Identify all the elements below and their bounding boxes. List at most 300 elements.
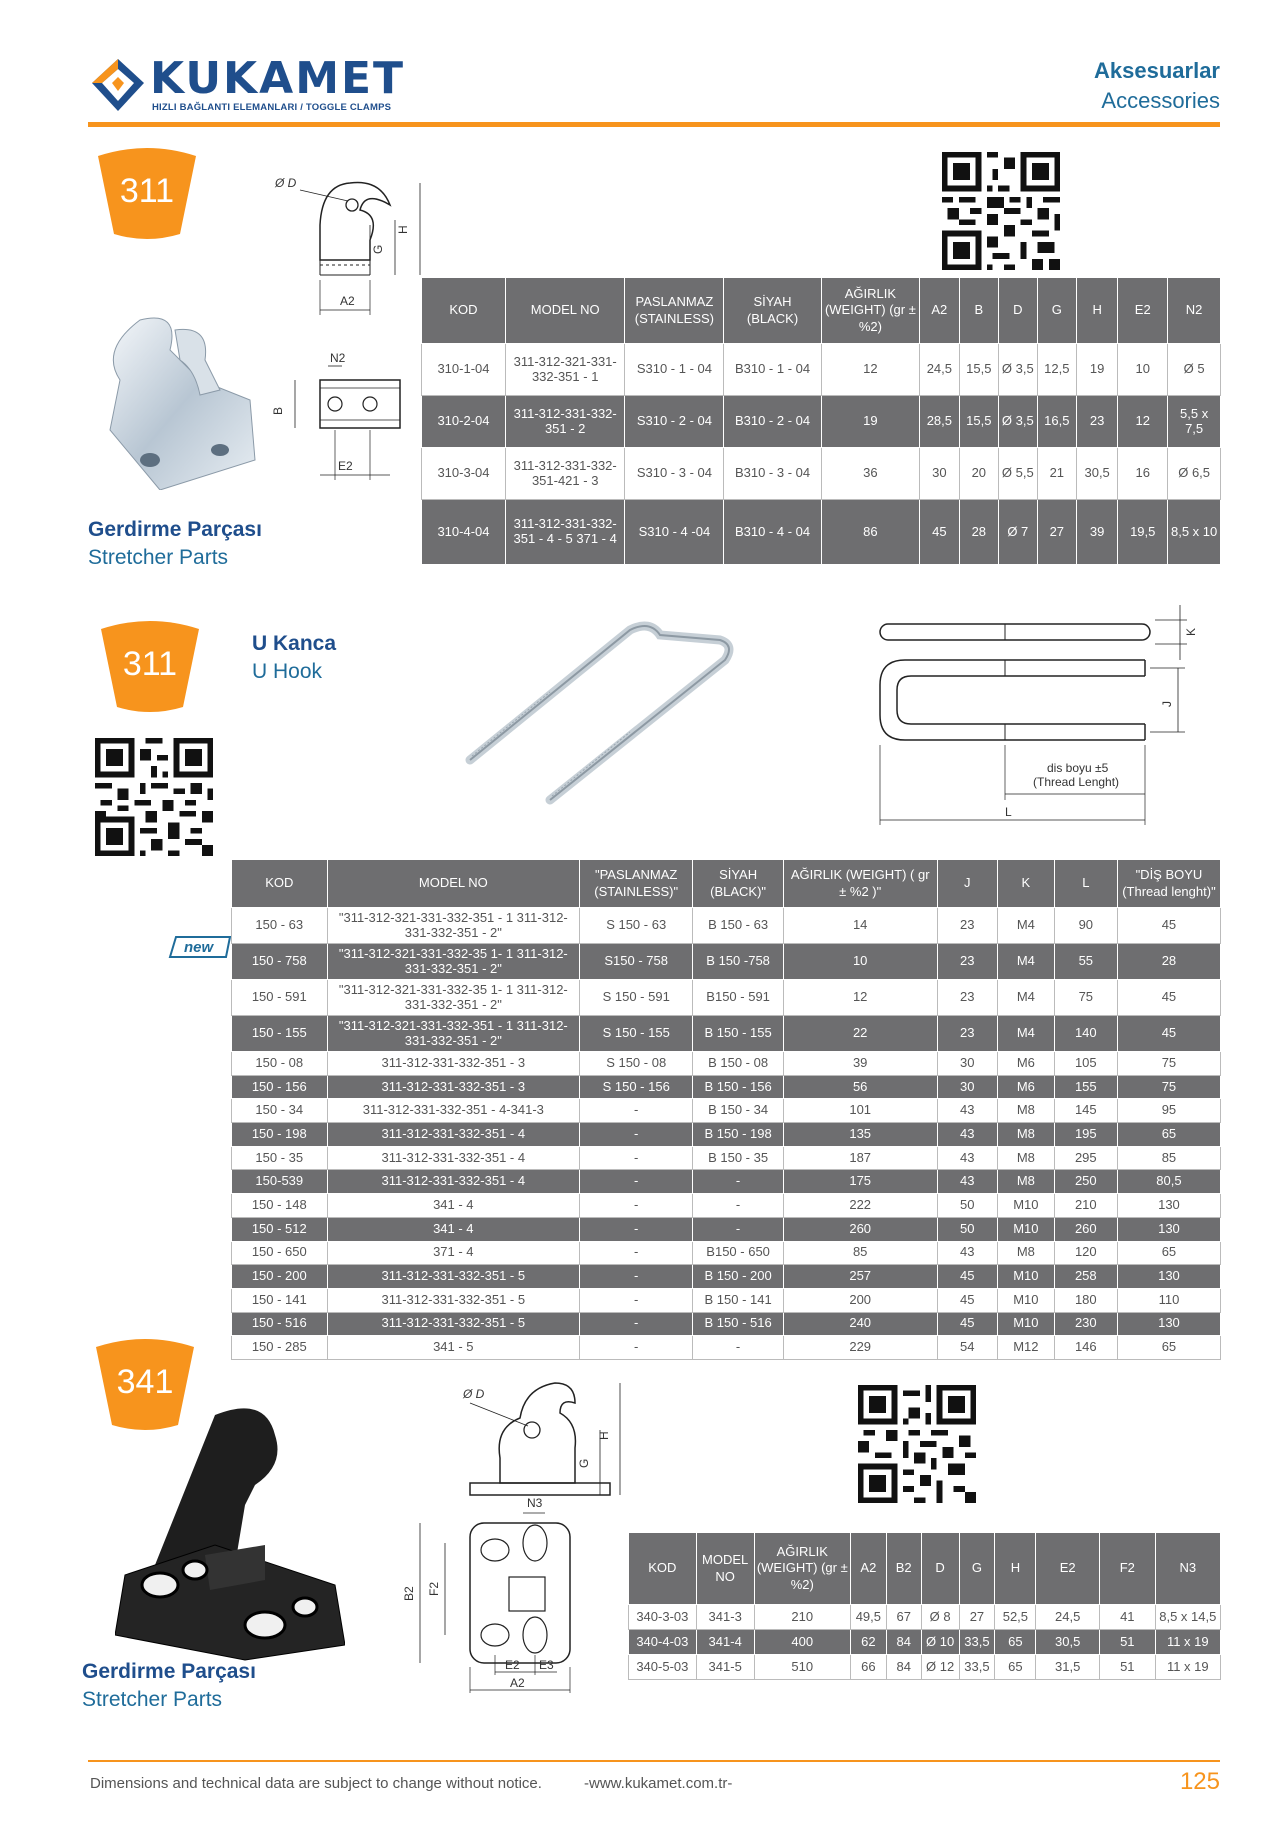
table-cell: 84 [886,1630,921,1655]
table-cell: 150 - 758 [232,944,328,980]
table-cell: Ø 5 [1168,344,1221,396]
table-row [422,344,1221,396]
table-cell: 45 [920,500,959,565]
table-cell: B310 - 1 - 04 [724,344,821,396]
column-header: MODEL NO [505,278,624,344]
table-row [232,944,1221,980]
table-cell: 28 [959,500,998,565]
table-cell: 86 [821,500,919,565]
table-cell: 310-4-04 [422,500,506,565]
brand-subtitle: HIZLI BAĞLANTI ELEMANLARI / TOGGLE CLAMPS [152,102,392,113]
table-cell: 95 [1117,1099,1220,1123]
table-cell: 51 [1100,1630,1156,1655]
table-cell: 27 [959,1605,995,1630]
logo [88,53,406,115]
table-cell: 27 [1037,500,1076,565]
table-cell: 150 - 63 [232,908,328,944]
table-cell: M10 [998,1265,1055,1289]
table-cell: 54 [937,1336,997,1360]
table-cell: M8 [998,1241,1055,1265]
column-header: D [921,1533,959,1605]
table-cell: S310 - 2 - 04 [625,396,724,448]
badge-label: 311 [119,172,175,210]
column-header: B2 [886,1533,921,1605]
table-cell: 45 [937,1312,997,1336]
table-cell: 311-312-331-332-351 - 4-341-3 [327,1099,579,1123]
table-cell: 310-3-04 [422,448,506,500]
table-cell: - [580,1194,693,1218]
stretcher-top-drawing [260,350,420,510]
table-cell: 11 x 19 [1155,1655,1220,1680]
table-cell: 311-312-331-332-351 - 4 [327,1123,579,1147]
column-header: E2 [1036,1533,1100,1605]
table-cell: 30,5 [1077,448,1118,500]
dim-b: B [271,406,285,415]
dim-a2: A2 [340,294,355,308]
section1-title-en: Stretcher Parts [88,546,229,569]
table-cell: 195 [1054,1123,1117,1147]
table-cell: 84 [886,1655,921,1680]
table-row [232,1052,1221,1076]
column-header: AĞIRLIK (WEIGHT) ( gr ± %2 )" [783,860,937,908]
column-header: K [998,860,1055,908]
table-cell: 16,5 [1037,396,1076,448]
table-cell: 65 [1117,1123,1220,1147]
table-cell: 229 [783,1336,937,1360]
table-cell: 150 - 198 [232,1123,328,1147]
header-divider [88,122,1220,127]
table-row [232,1265,1221,1289]
table-cell: 31,5 [1036,1655,1100,1680]
table-cell: 150-539 [232,1170,328,1194]
table-cell: 14 [783,908,937,944]
table-cell: 311-312-331-332-351 - 5 [327,1265,579,1289]
table-cell: B 150 - 08 [693,1052,784,1076]
table-header-row [629,1533,1221,1605]
table-cell: 19 [821,396,919,448]
table-cell: "311-312-321-331-332-351 - 1 311-312-331-332-351 - 2" [327,1016,579,1052]
qr-code-icon [95,738,213,856]
table-cell: Ø 5,5 [999,448,1038,500]
column-header: D [999,278,1038,344]
table-cell: 8,5 x 14,5 [1155,1605,1220,1630]
table-cell: 260 [1054,1217,1117,1241]
table-row [232,1194,1221,1218]
table-cell: M4 [998,980,1055,1016]
table-cell: - [693,1217,784,1241]
table-cell: M8 [998,1099,1055,1123]
table-cell: M8 [998,1146,1055,1170]
dim-e2: E2 [505,1658,520,1672]
table-cell: 311-312-331-332-351 - 5 [327,1312,579,1336]
table-cell: 310-1-04 [422,344,506,396]
column-header: A2 [850,1533,886,1605]
table-cell: 311-312-321-331-332-351 - 1 [505,344,624,396]
section3-title-tr: Gerdirme Parçası [82,1660,256,1683]
table-cell: "311-312-321-331-332-35 1- 1 311-312-331-332-351 - 2" [327,944,579,980]
table-cell: S310 - 4 -04 [625,500,724,565]
table-cell: 341-3 [696,1605,754,1630]
column-header: G [959,1533,995,1605]
table-cell: S310 - 3 - 04 [625,448,724,500]
table-cell: B150 - 650 [693,1241,784,1265]
column-header: AĞIRLIK (WEIGHT) (gr ±%2) [754,1533,850,1605]
table-row [232,1123,1221,1147]
dim-n2: N2 [330,351,346,365]
table-cell: 340-3-03 [629,1605,697,1630]
table-cell: B150 - 591 [693,980,784,1016]
table-cell: - [580,1241,693,1265]
table-cell: 341-4 [696,1630,754,1655]
table-cell: 5,5 x 7,5 [1168,396,1221,448]
table-cell: 43 [937,1146,997,1170]
table-cell: Ø 12 [921,1655,959,1680]
column-header: KOD [422,278,506,344]
dim-k: K [1184,627,1198,636]
table-cell: M6 [998,1052,1055,1076]
table-row [232,1099,1221,1123]
column-header: SİYAH (BLACK) [724,278,821,344]
dim-n3: N3 [527,1496,543,1510]
badge-label: 341 [116,1363,174,1401]
footer-note: Dimensions and technical data are subject to change without notice. [90,1775,542,1792]
table-cell: 130 [1117,1217,1220,1241]
table-cell: 150 - 34 [232,1099,328,1123]
table-cell: B 150 - 200 [693,1265,784,1289]
table-cell: 28 [1117,944,1220,980]
table-cell: M4 [998,1016,1055,1052]
table-cell: 210 [1054,1194,1117,1218]
table-cell: 65 [1117,1336,1220,1360]
table-cell: 146 [1054,1336,1117,1360]
table-cell: 257 [783,1265,937,1289]
table-cell: 260 [783,1217,937,1241]
table-row [629,1630,1221,1655]
table-cell: B310 - 2 - 04 [724,396,821,448]
dim-d: Ø D [463,1387,485,1401]
table-cell: 43 [937,1170,997,1194]
dim-e2: E2 [338,459,353,473]
table-cell: 16 [1118,448,1168,500]
table-cell: 30 [937,1075,997,1099]
table-cell: 310-2-04 [422,396,506,448]
table-cell: 311-312-331-332-351 - 2 [505,396,624,448]
column-header: KOD [232,860,328,908]
new-label: new [184,939,214,956]
footer-divider [88,1760,1220,1762]
table-cell: M10 [998,1194,1055,1218]
table-cell: Ø 3,5 [999,344,1038,396]
table-cell: M10 [998,1288,1055,1312]
table-cell: M8 [998,1123,1055,1147]
table-header-row [232,860,1221,908]
table-cell: 311-312-331-332-351 - 3 [327,1052,579,1076]
qr-code-icon [858,1385,976,1503]
table-cell: 65 [995,1655,1036,1680]
table-cell: 39 [1077,500,1118,565]
table-cell: 10 [1118,344,1168,396]
section3-title-en: Stretcher Parts [82,1688,223,1711]
table-cell: B 150 - 63 [693,908,784,944]
column-header: PASLANMAZ (STAINLESS) [625,278,724,344]
black-part-top-drawing [385,1495,585,1695]
table-cell: 130 [1117,1312,1220,1336]
table-cell: 210 [754,1605,850,1630]
table-cell: 90 [1054,908,1117,944]
table-cell: 180 [1054,1288,1117,1312]
table-cell: 311-312-331-332-351-421 - 3 [505,448,624,500]
stretcher-spec-table [421,277,1221,565]
table-cell: 45 [1117,1016,1220,1052]
table-cell: B 150 - 141 [693,1288,784,1312]
footer-url: -www.kukamet.com.tr- [584,1775,733,1792]
table-cell: B 150 - 34 [693,1099,784,1123]
table-cell: 250 [1054,1170,1117,1194]
table-cell: 311-312-331-332-351 - 3 [327,1075,579,1099]
table-row [629,1605,1221,1630]
dim-d: Ø D [275,176,297,190]
table-cell: 341-5 [696,1655,754,1680]
dim-a2: A2 [510,1676,525,1690]
u-hook-spec-table [231,859,1221,1360]
table-row [232,1288,1221,1312]
table-cell: 45 [937,1265,997,1289]
table-cell: 43 [937,1241,997,1265]
table-cell: 8,5 x 10 [1168,500,1221,565]
table-cell: 12 [1118,396,1168,448]
table-cell: 150 - 512 [232,1217,328,1241]
table-cell: 15,5 [959,344,998,396]
table-cell: 23 [1077,396,1118,448]
table-row [232,1217,1221,1241]
table-cell: "311-312-321-331-332-351 - 1 311-312-331-332-351 - 2" [327,908,579,944]
table-cell: 311-312-331-332-351 - 4 - 5 371 - 4 [505,500,624,565]
column-header: N3 [1155,1533,1220,1605]
table-cell: B 150 -758 [693,944,784,980]
table-cell: 120 [1054,1241,1117,1265]
table-cell: B 150 - 156 [693,1075,784,1099]
table-cell: 67 [886,1605,921,1630]
table-cell: 50 [937,1194,997,1218]
table-cell: 85 [783,1241,937,1265]
column-header: L [1054,860,1117,908]
table-cell: 19 [1077,344,1118,396]
table-cell: 150 - 155 [232,1016,328,1052]
section1-title-tr: Gerdirme Parçası [88,518,262,541]
table-row [232,1336,1221,1360]
table-cell: 45 [1117,980,1220,1016]
table-cell: "311-312-321-331-332-35 1- 1 311-312-331-332-351 - 2" [327,980,579,1016]
new-label-badge [168,935,232,961]
column-header: H [995,1533,1036,1605]
table-cell: 24,5 [1036,1605,1100,1630]
table-row [422,448,1221,500]
table-cell: 130 [1117,1194,1220,1218]
table-cell: M4 [998,944,1055,980]
page-number: 125 [1179,1768,1220,1795]
dim-thread-en: (Thread Lenght) [1033,775,1120,789]
table-cell: 311-312-331-332-351 - 4 [327,1146,579,1170]
table-cell: - [580,1217,693,1241]
table-cell: 24,5 [920,344,959,396]
table-cell: 110 [1117,1288,1220,1312]
table-cell: 43 [937,1099,997,1123]
table-cell: 230 [1054,1312,1117,1336]
table-cell: 10 [783,944,937,980]
table-cell: 20 [959,448,998,500]
table-cell: S 150 - 63 [580,908,693,944]
table-cell: - [580,1099,693,1123]
table-cell: 45 [937,1288,997,1312]
table-cell: S 150 - 591 [580,980,693,1016]
table-cell: 75 [1117,1075,1220,1099]
table-cell: 23 [937,980,997,1016]
table-cell: B 150 - 155 [693,1016,784,1052]
table-cell: 85 [1117,1146,1220,1170]
table-cell: Ø 8 [921,1605,959,1630]
column-header: N2 [1168,278,1221,344]
column-header: "PASLANMAZ (STAINLESS)" [580,860,693,908]
table-cell: 150 - 35 [232,1146,328,1170]
table-cell: 75 [1117,1052,1220,1076]
table-cell: 45 [1117,908,1220,944]
table-cell: 105 [1054,1052,1117,1076]
black-stretcher-part-photo [115,1395,345,1665]
table-cell: S310 - 1 - 04 [625,344,724,396]
table-cell: 311-312-331-332-351 - 4 [327,1170,579,1194]
table-cell: 33,5 [959,1655,995,1680]
table-cell: 222 [783,1194,937,1218]
qr-code-icon [942,152,1060,270]
table-cell: - [580,1312,693,1336]
column-header: G [1037,278,1076,344]
dim-b2: B2 [402,1586,416,1601]
column-header: B [959,278,998,344]
table-cell: B 150 - 198 [693,1123,784,1147]
table-cell: 28,5 [920,396,959,448]
table-cell: 150 - 650 [232,1241,328,1265]
column-header: "DİŞ BOYU (Thread lenght)" [1117,860,1220,908]
black-part-side-drawing [460,1368,630,1508]
table-cell: 150 - 591 [232,980,328,1016]
table-cell: 200 [783,1288,937,1312]
table-cell: S 150 - 155 [580,1016,693,1052]
table-cell: 311-312-331-332-351 - 5 [327,1288,579,1312]
table-cell: 49,5 [850,1605,886,1630]
table-cell: 19,5 [1118,500,1168,565]
table-cell: M8 [998,1170,1055,1194]
dim-h: H [396,225,410,234]
column-header: AĞIRLIK (WEIGHT) (gr ±%2) [821,278,919,344]
table-cell: Ø 10 [921,1630,959,1655]
table-cell: 340-5-03 [629,1655,697,1680]
table-row [232,1312,1221,1336]
table-cell: 65 [995,1630,1036,1655]
table-cell: 150 - 148 [232,1194,328,1218]
table-cell: - [580,1170,693,1194]
table-cell: 55 [1054,944,1117,980]
table-cell: M10 [998,1312,1055,1336]
u-hook-photo [460,620,740,810]
column-header: MODEL NO [696,1533,754,1605]
table-cell: B 150 - 516 [693,1312,784,1336]
dim-l: L [1005,805,1012,819]
table-cell: M4 [998,908,1055,944]
table-cell: 150 - 285 [232,1336,328,1360]
table-cell: 150 - 516 [232,1312,328,1336]
header-title-en: Accessories [1101,88,1220,113]
table-cell: 340-4-03 [629,1630,697,1655]
badge-label: 311 [122,645,178,683]
table-cell: - [580,1288,693,1312]
dim-e3: E3 [539,1658,554,1672]
table-cell: - [580,1123,693,1147]
table-row [232,1170,1221,1194]
table-cell: Ø 7 [999,500,1038,565]
column-header: H [1077,278,1118,344]
table-cell: 150 - 08 [232,1052,328,1076]
table-row [629,1655,1221,1680]
u-hook-drawing [875,600,1205,830]
table-cell: 295 [1054,1146,1117,1170]
table-cell: 400 [754,1630,850,1655]
table-cell: M12 [998,1336,1055,1360]
table-cell: M10 [998,1217,1055,1241]
table-cell: 175 [783,1170,937,1194]
table-cell: 43 [937,1123,997,1147]
table-cell: 30 [920,448,959,500]
model-badge-311-b [95,615,205,715]
table-cell: 75 [1054,980,1117,1016]
table-cell: 21 [1037,448,1076,500]
table-cell: 135 [783,1123,937,1147]
table-cell: 150 - 141 [232,1288,328,1312]
table-cell: 510 [754,1655,850,1680]
table-cell: 11 x 19 [1155,1630,1220,1655]
table-cell: 23 [937,944,997,980]
table-cell: 22 [783,1016,937,1052]
table-cell: - [580,1336,693,1360]
header-title-tr: Aksesuarlar [1094,58,1220,83]
table-cell: 65 [1117,1241,1220,1265]
table-cell: 187 [783,1146,937,1170]
table-row [232,980,1221,1016]
logo-mark-icon [88,55,148,115]
table-cell: 101 [783,1099,937,1123]
table-cell: 240 [783,1312,937,1336]
model-badge-311-a [92,142,202,242]
table-cell: 50 [937,1217,997,1241]
black-stretcher-spec-table [628,1532,1221,1680]
table-cell: - [693,1336,784,1360]
stretcher-part-photo [80,310,270,490]
table-cell: 52,5 [995,1605,1036,1630]
table-cell: - [693,1170,784,1194]
table-cell: 341 - 4 [327,1194,579,1218]
table-cell: 145 [1054,1099,1117,1123]
table-cell: B310 - 3 - 04 [724,448,821,500]
table-cell: 23 [937,908,997,944]
table-cell: S 150 - 156 [580,1075,693,1099]
table-cell: Ø 6,5 [1168,448,1221,500]
dim-g: G [577,1458,591,1468]
dim-f2: F2 [427,1581,441,1596]
table-cell: 12 [821,344,919,396]
table-row [232,908,1221,944]
column-header: A2 [920,278,959,344]
brand-name: KUKAMET [150,53,406,104]
dim-g: G [371,244,385,254]
